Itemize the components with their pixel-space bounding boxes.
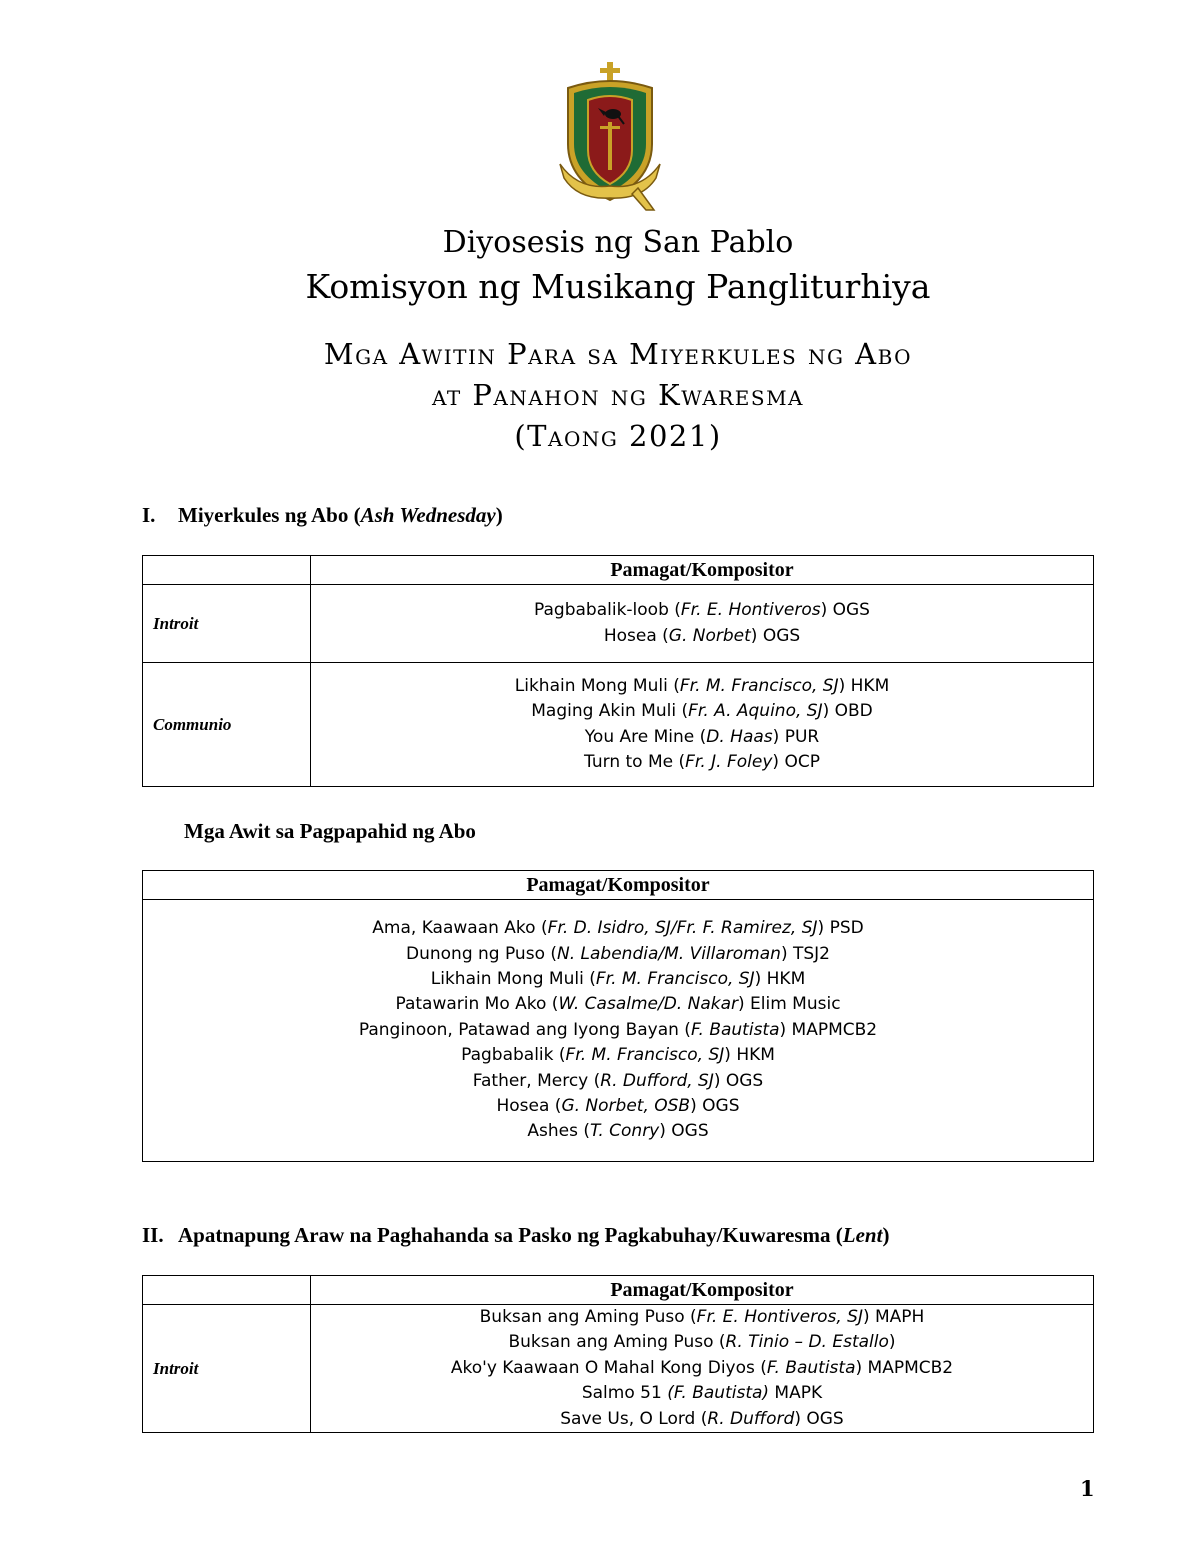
row-label-introit: Introit [143, 585, 311, 663]
song-line: Hosea (G. Norbet, OSB) OGS [496, 1096, 740, 1117]
song-line: Hosea (G. Norbet) OGS [603, 625, 801, 646]
table-header: Pamagat/Kompositor [311, 1276, 1094, 1305]
diocese-seal-logo [558, 60, 662, 212]
song-line: Buksan ang Aming Puso (Fr. E. Hontiveros, SJ) MAPH [479, 1307, 925, 1327]
communio-songs [311, 663, 1094, 787]
song-line: Likhain Mong Muli (Fr. M. Francisco, SJ) HKM [430, 968, 806, 989]
section-1-heading [142, 503, 503, 528]
diocese-title: Diyosesis ng San Pablo [442, 225, 794, 260]
table-header-empty [143, 1276, 311, 1305]
section-1-title-english: Ash Wednesday [360, 503, 496, 527]
row-label-introit: Introit [143, 1305, 311, 1433]
song-line: Ama, Kaawaan Ako (Fr. D. Isidro, SJ/Fr. F. Ramirez, SJ) PSD [372, 918, 864, 939]
subsection-heading: Mga Awit sa Pagpapahid ng Abo [184, 819, 476, 843]
song-line: You Are Mine (D. Haas) PUR [584, 726, 820, 747]
section-2-title-english: Lent [842, 1223, 883, 1247]
song-line: Patawarin Mo Ako (W. Casalme/D. Nakar) Elim Music [395, 994, 841, 1015]
song-line: Maging Akin Muli (Fr. A. Aquino, SJ) OBD [531, 701, 873, 722]
table-header: Pamagat/Kompositor [143, 871, 1094, 900]
commission-title: Komisyon ng Musikang Pangliturhiya [305, 267, 931, 306]
introit-songs [311, 585, 1094, 663]
song-line: Panginoon, Patawad ang Iyong Bayan (F. Bautista) MAPMCB2 [358, 1019, 878, 1040]
table-header-empty [143, 556, 311, 585]
section-2-title-end: ) [882, 1223, 890, 1247]
section-1-number: I. [142, 503, 156, 527]
row-label-communio: Communio [143, 663, 311, 787]
section-2-heading [142, 1223, 889, 1248]
table-header: Pamagat/Kompositor [311, 556, 1094, 585]
song-line: Dunong ng Puso (N. Labendia/M. Villaroman) TSJ2 [406, 943, 830, 964]
song-line: Pagbabalik-loob (Fr. E. Hontiveros) OGS [534, 600, 870, 621]
song-line: Father, Mercy (R. Dufford, SJ) OGS [472, 1070, 764, 1091]
lent-introit-songs [311, 1305, 1094, 1433]
song-line: Ashes (T. Conry) OGS [527, 1121, 709, 1142]
subtitle-line-3: (Taong 2021) [514, 419, 722, 453]
song-line: Turn to Me (Fr. J. Foley) OCP [584, 751, 820, 772]
page-number: 1 [1080, 1476, 1095, 1501]
ashes-songs [143, 900, 1094, 1162]
song-line: Save Us, O Lord (R. Dufford) OGS [560, 1408, 844, 1429]
song-line: Salmo 51 (F. Bautista) MAPK [581, 1383, 823, 1404]
subtitle-line-1: Mga Awitin Para sa Miyerkules ng Abo [323, 337, 913, 371]
section-1-title: Miyerkules ng Abo ( [178, 503, 361, 527]
section-2-title: Apatnapung Araw na Paghahanda sa Pasko ng Pagkabuhay/Kuwaresma ( [178, 1223, 843, 1247]
song-line: Ako'y Kaawaan O Mahal Kong Diyos (F. Bautista) MAPMCB2 [450, 1357, 954, 1378]
subtitle-line-2: at Panahon ng Kwaresma [431, 378, 804, 412]
song-line: Buksan ang Aming Puso (R. Tinio – D. Estallo) [508, 1332, 896, 1353]
song-line: Pagbabalik (Fr. M. Francisco, SJ) HKM [461, 1045, 775, 1066]
section-1-table [142, 555, 1094, 787]
section-2-number: II. [142, 1223, 164, 1247]
section-1-title-end: ) [495, 503, 503, 527]
ashes-songs-table [142, 870, 1094, 1162]
song-line: Likhain Mong Muli (Fr. M. Francisco, SJ) HKM [514, 675, 890, 696]
section-2-table [142, 1275, 1094, 1433]
